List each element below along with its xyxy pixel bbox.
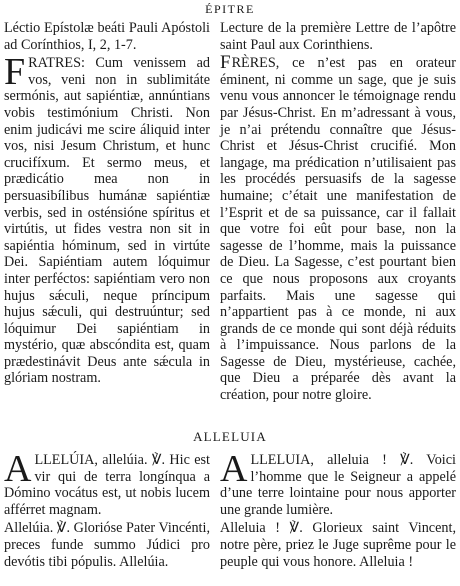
alleluia-latin-text-1: , allelúia. ℣. Hic est vir qui de terra longínqua a Dómino vocátus est, ut nobis lucem afférret magnam. [4,452,210,518]
first-word: LLELUIA [250,452,311,468]
alleluia-french-text-1: , alleluia ! ℣. Voici l’homme que le Seigneur a appelé d’une terre lointaine pour nous apporter une grande lumière. [220,452,456,518]
alleluia-french-verse-2: Alleluia ! ℣. Glorieux saint Vincent, notre père, priez le Juge suprême pour le peuple qui vous honore. Alleluia ! [220,520,456,570]
alleluia-latin-column [4,448,210,570]
drop-cap-initial: F [4,51,26,94]
alleluia-french-verse-1 [220,448,456,518]
alleluia-heading: ALLELUIA [193,429,267,444]
drop-cap-initial: A [220,448,248,490]
epistle-latin-body: : Cum venissem ad vos, veni non in sublimitáte sermónis, aut sapiéntiæ, annúntians vobis testimónium Christi. Non enim judicávi me scire áliquid inter vos, nisi Jesum Christum, et hunc crucifíxum. Et sermo meus, et prædicátio mea non in persuasibílibus humánæ sapiéntiæ verbis, sed in osténsióne spíritus et virtútis, ut fides vestra non sit in sapiéntia hóminum, sed in virtúte Dei. Sapiéntiam autem lóquimur inter perféctos: sapiéntiam vero non hujus sǽculi, neque príncipum hujus sǽculi, qui destruúntur; sed lóquimur Dei sapiéntiam in mystério, quæ abscóndita est, quam prædestinávit Deus ante sǽcula in glóriam nostram. [4,55,210,387]
alleluia-latin-verse-2: Allelúia. ℣. Glorióse Pater Vincénti, preces funde summo Júdici pro devótis tibi pópulis. Allelúia. [4,520,210,570]
first-word: RÈRES [231,55,276,72]
epistle-latin-text [4,51,210,387]
epistle-french-text [220,52,456,404]
alleluia-latin-verse-1 [4,448,210,518]
epistle-latin-column [4,20,210,387]
epistle-latin-title: Léctio Epístolæ beáti Pauli Apóstoli ad Corínthios, I, 2, 1-7. [4,20,210,53]
epistle-french-title: Lecture de la première Lettre de l’apôtre saint Paul aux Corinthiens. [220,20,456,53]
epistle-french-body: , ce n’est pas en orateur éminent, ni comme un sage, que je suis venu vous annoncer le témoignage rendu par Jésus-Christ. En m’adressant à vous, je n’ai prétendu connaître que Jésus-Christ et Jésus-Christ crucifié. Mon langage, ma prédication n’utilisaient pas les procédés persuasifs de la sagesse humaine; c’était une manifestation de l’Esprit et de sa puissance, car il fallait que votre foi eût pour base, non la sagesse de l’homme, mais la puissance de Dieu. La Sagesse, c’est pourtant bien ce que nous proposons aux croyants parfaits. Mais une sagesse qui n’appartient pas à ce monde, ni aux grands de ce monde qui sont déjà réduits à l’impuissance. Nous parlons de la Sagesse de Dieu, mystérieuse, cachée, que Dieu a préparée dès avant la création, pour notre gloire. [220,55,456,404]
drop-cap-initial: A [4,448,32,490]
section-title: ÉPITRE [205,2,255,16]
first-word: LLELÚIA [34,452,95,468]
initial-letter: F [220,52,231,74]
first-word: RATRES [28,55,81,72]
epistle-french-column [220,20,456,404]
alleluia-french-column [220,448,456,570]
